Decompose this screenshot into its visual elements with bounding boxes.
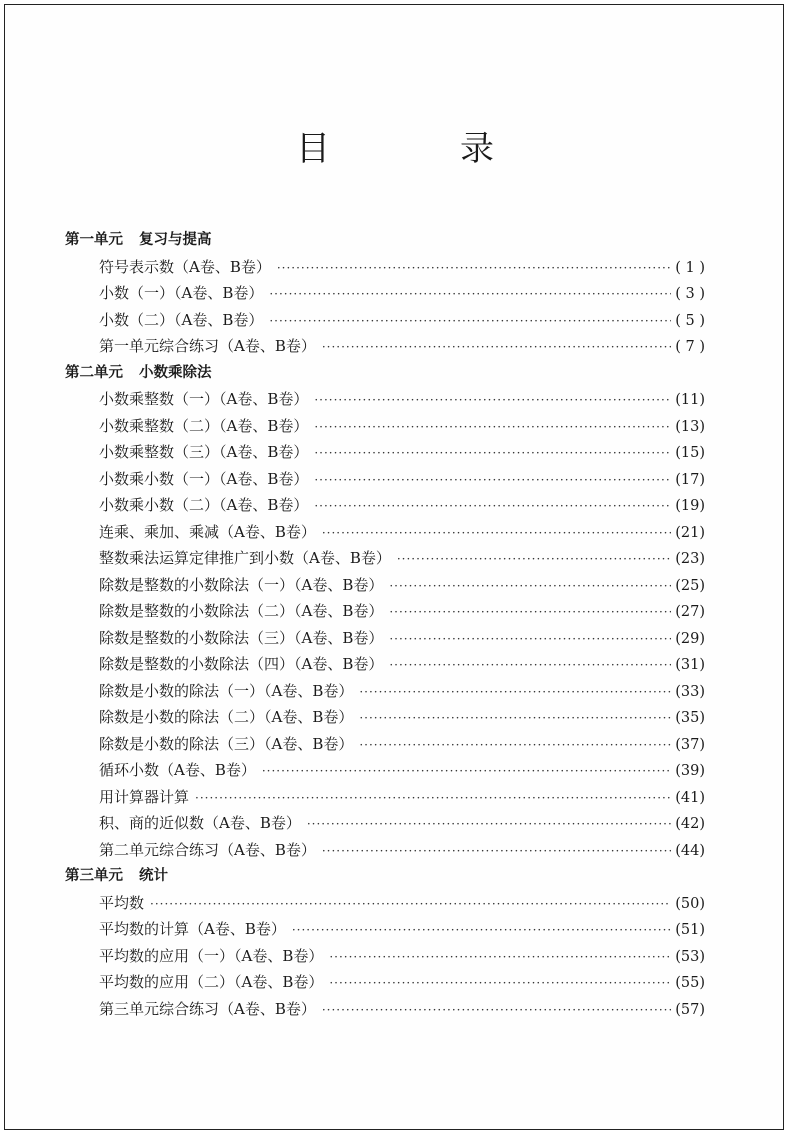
entry-title: 积、商的近似数（A卷、B卷） — [99, 814, 301, 832]
entry-page: (37) — [675, 736, 705, 753]
entry-page: (53) — [675, 948, 705, 965]
dot-leader — [389, 573, 671, 600]
entry-page: ( 1 ) — [675, 259, 705, 276]
page — [4, 4, 784, 1130]
toc-entry[interactable] — [65, 413, 705, 440]
toc-entry[interactable] — [65, 572, 705, 599]
dot-leader — [269, 281, 671, 308]
dot-leader — [314, 440, 671, 467]
entry-page: (31) — [675, 657, 705, 673]
entry-title: 平均数的计算（A卷、B卷） — [99, 920, 286, 938]
entry-title: 小数（二）（A卷、B卷） — [99, 310, 264, 329]
unit-number: 第三单元 — [65, 868, 123, 884]
entry-page: (42) — [675, 816, 705, 832]
toc-entry[interactable] — [65, 784, 705, 811]
dot-leader — [322, 520, 671, 547]
dot-leader — [150, 891, 671, 918]
entry-title: 除数是整数的小数除法（一）（A卷、B卷） — [99, 575, 384, 594]
unit-heading — [65, 360, 705, 387]
entry-page: (35) — [675, 710, 705, 726]
entry-title: 连乘、乘加、乘减（A卷、B卷） — [99, 522, 316, 541]
unit-name: 统计 — [139, 868, 168, 884]
toc-entry[interactable] — [65, 519, 705, 546]
toc-entry[interactable] — [65, 943, 705, 970]
page-title: 目 录 — [296, 129, 542, 169]
toc-entry[interactable] — [65, 810, 705, 837]
toc-entry[interactable] — [65, 386, 705, 413]
entry-page: (51) — [675, 922, 705, 938]
dot-leader — [389, 626, 671, 653]
entry-title: 小数乘小数（一）（A卷、B卷） — [99, 469, 309, 488]
dot-leader — [322, 838, 671, 865]
dot-leader — [307, 811, 671, 838]
entry-title: 平均数的应用（一）（A卷、B卷） — [99, 946, 324, 965]
dot-leader — [269, 308, 671, 335]
entry-title: 除数是小数的除法（一）（A卷、B卷） — [99, 681, 354, 700]
dot-leader — [389, 599, 671, 626]
dot-leader — [359, 705, 671, 732]
toc-entry[interactable] — [65, 598, 705, 625]
dot-leader — [277, 255, 671, 282]
toc-entry[interactable] — [65, 757, 705, 784]
dot-leader — [397, 546, 671, 573]
toc-entry[interactable] — [65, 704, 705, 731]
toc-entry[interactable] — [65, 651, 705, 678]
toc-entry[interactable] — [65, 731, 705, 758]
entry-page: (39) — [675, 763, 705, 779]
dot-leader — [359, 732, 671, 759]
entry-page: (15) — [675, 445, 705, 461]
unit-name: 复习与提高 — [139, 232, 212, 248]
toc-entry[interactable] — [65, 307, 705, 334]
entry-title: 小数乘整数（二）（A卷、B卷） — [99, 416, 309, 435]
entry-title: 平均数 — [99, 893, 145, 912]
entry-page: (27) — [675, 604, 705, 620]
dot-leader — [314, 467, 671, 494]
toc-entry[interactable] — [65, 466, 705, 493]
entry-title: 除数是整数的小数除法（三）（A卷、B卷） — [99, 628, 384, 647]
unit-name: 小数乘除法 — [139, 364, 212, 381]
dot-leader — [329, 970, 671, 997]
dot-leader — [195, 785, 671, 812]
entry-title: 小数乘整数（三）（A卷、B卷） — [99, 443, 309, 461]
unit-heading — [65, 863, 705, 890]
entry-title: 小数乘整数（一）（A卷、B卷） — [99, 390, 309, 408]
entry-page: (19) — [675, 498, 705, 514]
entry-page: (23) — [675, 551, 705, 567]
entry-page: (57) — [675, 1001, 705, 1018]
toc-entry[interactable] — [65, 837, 705, 864]
entry-page: (50) — [675, 895, 705, 912]
entry-title: 小数乘小数（二）（A卷、B卷） — [99, 496, 309, 514]
entry-page: ( 7 ) — [675, 339, 705, 355]
dot-leader — [314, 387, 671, 414]
unit-number: 第二单元 — [65, 364, 123, 381]
entry-page: ( 3 ) — [675, 286, 705, 302]
dot-leader — [262, 758, 671, 785]
toc-entry[interactable] — [65, 545, 705, 572]
entry-title: 除数是整数的小数除法（二）（A卷、B卷） — [99, 602, 384, 620]
entry-page: (44) — [675, 842, 705, 859]
entry-title: 整数乘法运算定律推广到小数（A卷、B卷） — [99, 549, 391, 567]
toc-entry[interactable] — [65, 996, 705, 1023]
entry-title: 除数是小数的除法（二）（A卷、B卷） — [99, 708, 354, 726]
entry-title: 循环小数（A卷、B卷） — [99, 761, 256, 779]
entry-page: (21) — [675, 524, 705, 541]
toc-entry[interactable] — [65, 254, 705, 281]
entry-page: (41) — [675, 789, 705, 806]
entry-title: 除数是整数的小数除法（四）（A卷、B卷） — [99, 655, 384, 673]
dot-leader — [322, 997, 671, 1024]
unit-number: 第一单元 — [65, 232, 123, 248]
toc-entry[interactable] — [65, 890, 705, 917]
toc-entry[interactable] — [65, 916, 705, 943]
entry-title: 平均数的应用（二）（A卷、B卷） — [99, 973, 324, 991]
toc-entry[interactable] — [65, 969, 705, 996]
entry-page: (55) — [675, 975, 705, 991]
entry-page: (29) — [675, 630, 705, 647]
entry-title: 符号表示数（A卷、B卷） — [99, 257, 271, 276]
dot-leader — [292, 917, 671, 944]
toc-entry[interactable] — [65, 439, 705, 466]
dot-leader — [322, 334, 671, 361]
entry-title: 用计算器计算 — [99, 787, 190, 806]
unit-heading — [65, 227, 705, 254]
toc-entry[interactable] — [65, 625, 705, 652]
entry-page: (33) — [675, 683, 705, 700]
entry-page: (25) — [675, 577, 705, 594]
toc-entry[interactable] — [65, 280, 705, 307]
toc-entry[interactable] — [65, 492, 705, 519]
entry-page: (17) — [675, 471, 705, 488]
dot-leader — [314, 493, 671, 520]
dot-leader — [329, 944, 671, 971]
entry-page: ( 5 ) — [675, 312, 705, 329]
entry-title: 小数（一）（A卷、B卷） — [99, 284, 264, 302]
entry-title: 第二单元综合练习（A卷、B卷） — [99, 840, 316, 859]
toc-entry[interactable] — [65, 678, 705, 705]
dot-leader — [389, 652, 671, 679]
dot-leader — [314, 414, 671, 441]
entry-title: 第三单元综合练习（A卷、B卷） — [99, 999, 316, 1018]
dot-leader — [359, 679, 671, 706]
entry-page: (11) — [675, 392, 705, 408]
entry-title: 第一单元综合练习（A卷、B卷） — [99, 337, 316, 355]
entry-title: 除数是小数的除法（三）（A卷、B卷） — [99, 734, 354, 753]
entry-page: (13) — [675, 418, 705, 435]
table-of-contents — [65, 227, 705, 1022]
toc-entry[interactable] — [65, 333, 705, 360]
